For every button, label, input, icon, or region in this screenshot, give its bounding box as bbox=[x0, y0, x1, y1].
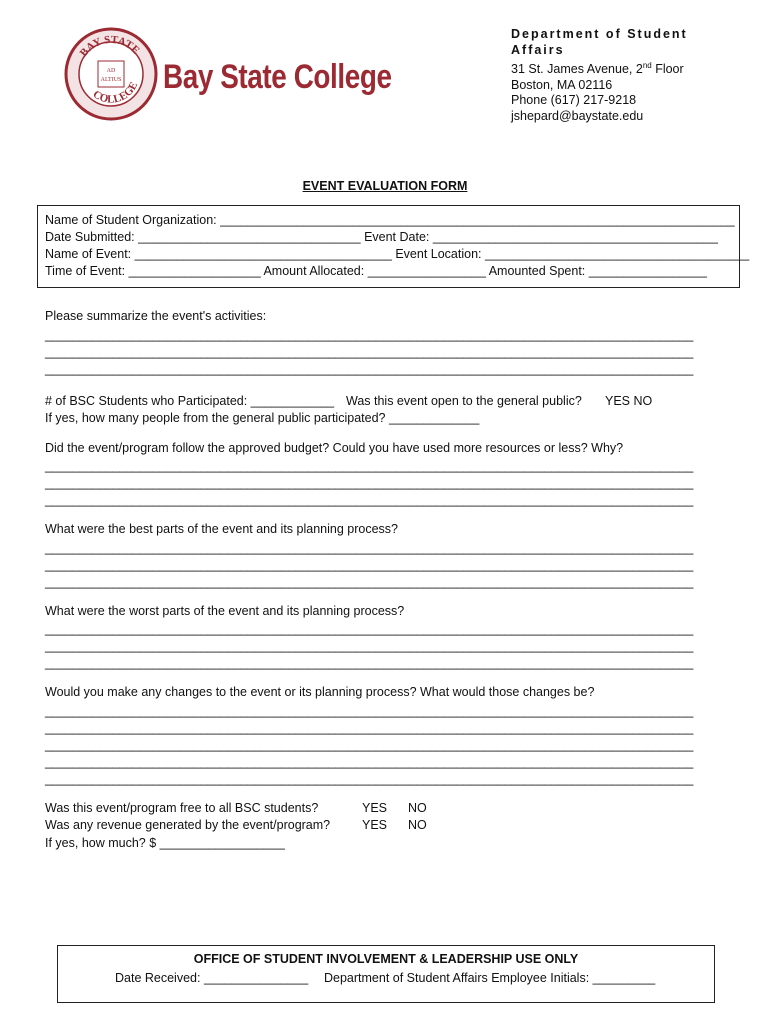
free-question: Was this event/program free to all BSC students? bbox=[45, 801, 319, 815]
time-amount-row[interactable]: Time of Event: ___________________ Amount Allocated: _________________ Amounted Spent: _________________ bbox=[45, 264, 707, 278]
budget-question: Did the event/program follow the approved budget? Could you have used more resources or less? Why? bbox=[45, 441, 624, 455]
answer-line[interactable]: ________________________________________________________________________________________________ bbox=[45, 493, 694, 507]
public-open-question: Was this event open to the general public? bbox=[346, 394, 582, 408]
revenue-no[interactable]: NO bbox=[408, 818, 427, 832]
brand-name: Bay State College bbox=[163, 58, 392, 96]
best-parts-question: What were the best parts of the event and its planning process? bbox=[45, 522, 398, 536]
svg-text:ALTIUS: ALTIUS bbox=[100, 77, 122, 83]
initials-field[interactable]: Department of Student Affairs Employee Initials: _________ bbox=[324, 971, 656, 985]
revenue-question: Was any revenue generated by the event/program? bbox=[45, 818, 331, 832]
free-no[interactable]: NO bbox=[408, 801, 427, 815]
answer-line[interactable]: ________________________________________________________________________________________________ bbox=[45, 704, 694, 718]
answer-line[interactable]: ________________________________________________________________________________________________ bbox=[45, 738, 694, 752]
svg-text:BAY STATE: BAY STATE bbox=[77, 33, 142, 60]
answer-line[interactable]: ________________________________________________________________________________________________ bbox=[45, 541, 694, 555]
how-much-field[interactable]: If yes, how much? $ __________________ bbox=[45, 836, 285, 850]
answer-line[interactable]: ________________________________________________________________________________________________ bbox=[45, 772, 694, 786]
answer-line[interactable]: ________________________________________________________________________________________________ bbox=[45, 575, 694, 589]
answer-line[interactable]: ________________________________________________________________________________________________ bbox=[45, 476, 694, 490]
office-use-title: OFFICE OF STUDENT INVOLVEMENT & LEADERSHIP USE ONLY bbox=[193, 952, 579, 966]
changes-question: Would you make any changes to the event or its planning process? What would those changes be? bbox=[45, 685, 595, 699]
svg-text:AD: AD bbox=[106, 68, 116, 74]
public-yes-no[interactable]: YES NO bbox=[605, 394, 653, 408]
dept-line2: Affairs bbox=[511, 42, 565, 57]
revenue-yes[interactable]: YES bbox=[362, 818, 388, 832]
city-line: Boston, MA 02116 bbox=[511, 77, 613, 92]
answer-line[interactable]: ________________________________________________________________________________________________ bbox=[45, 362, 694, 376]
answer-line[interactable]: ________________________________________________________________________________________________ bbox=[45, 656, 694, 670]
answer-line[interactable]: ________________________________________________________________________________________________ bbox=[45, 639, 694, 653]
name-location-row[interactable]: Name of Event: _____________________________________ Event Location: ______________________________________ bbox=[45, 247, 750, 261]
dept-line1: Department of Student bbox=[511, 27, 688, 41]
answer-line[interactable]: ________________________________________________________________________________________________ bbox=[45, 328, 694, 342]
answer-line[interactable]: ________________________________________________________________________________________________ bbox=[45, 721, 694, 735]
email-line: jshepard@baystate.edu bbox=[511, 108, 644, 123]
worst-parts-question: What were the worst parts of the event and its planning process? bbox=[45, 604, 405, 618]
phone-line: Phone (617) 217-9218 bbox=[511, 93, 637, 108]
date-row[interactable]: Date Submitted: ________________________________ Event Date: _________________________________________ bbox=[45, 230, 718, 244]
answer-line[interactable]: ________________________________________________________________________________________________ bbox=[45, 459, 694, 473]
free-yes[interactable]: YES bbox=[362, 801, 388, 815]
seal-icon bbox=[64, 27, 158, 121]
form-title: EVENT EVALUATION FORM bbox=[302, 179, 468, 193]
college-seal bbox=[64, 27, 158, 121]
summarize-question: Please summarize the event's activities: bbox=[45, 309, 267, 323]
public-count-question[interactable]: If yes, how many people from the general public participated? _____________ bbox=[45, 411, 480, 425]
org-field-row[interactable]: Name of Student Organization: __________________________________________________________________________ bbox=[45, 213, 735, 227]
answer-line[interactable]: ________________________________________________________________________________________________ bbox=[45, 755, 694, 769]
date-received-field[interactable]: Date Received: _______________ bbox=[115, 971, 309, 985]
answer-line[interactable]: ________________________________________________________________________________________________ bbox=[45, 558, 694, 572]
answer-line[interactable]: ________________________________________________________________________________________________ bbox=[45, 622, 694, 636]
department-address bbox=[511, 27, 688, 124]
address-line: 31 St. James Avenue, 2nd Floor bbox=[511, 61, 684, 77]
svg-text:COLLEGE: COLLEGE bbox=[90, 80, 141, 106]
answer-line[interactable]: ________________________________________________________________________________________________ bbox=[45, 345, 694, 359]
participants-question[interactable]: # of BSC Students who Participated: ____________ bbox=[45, 394, 335, 408]
